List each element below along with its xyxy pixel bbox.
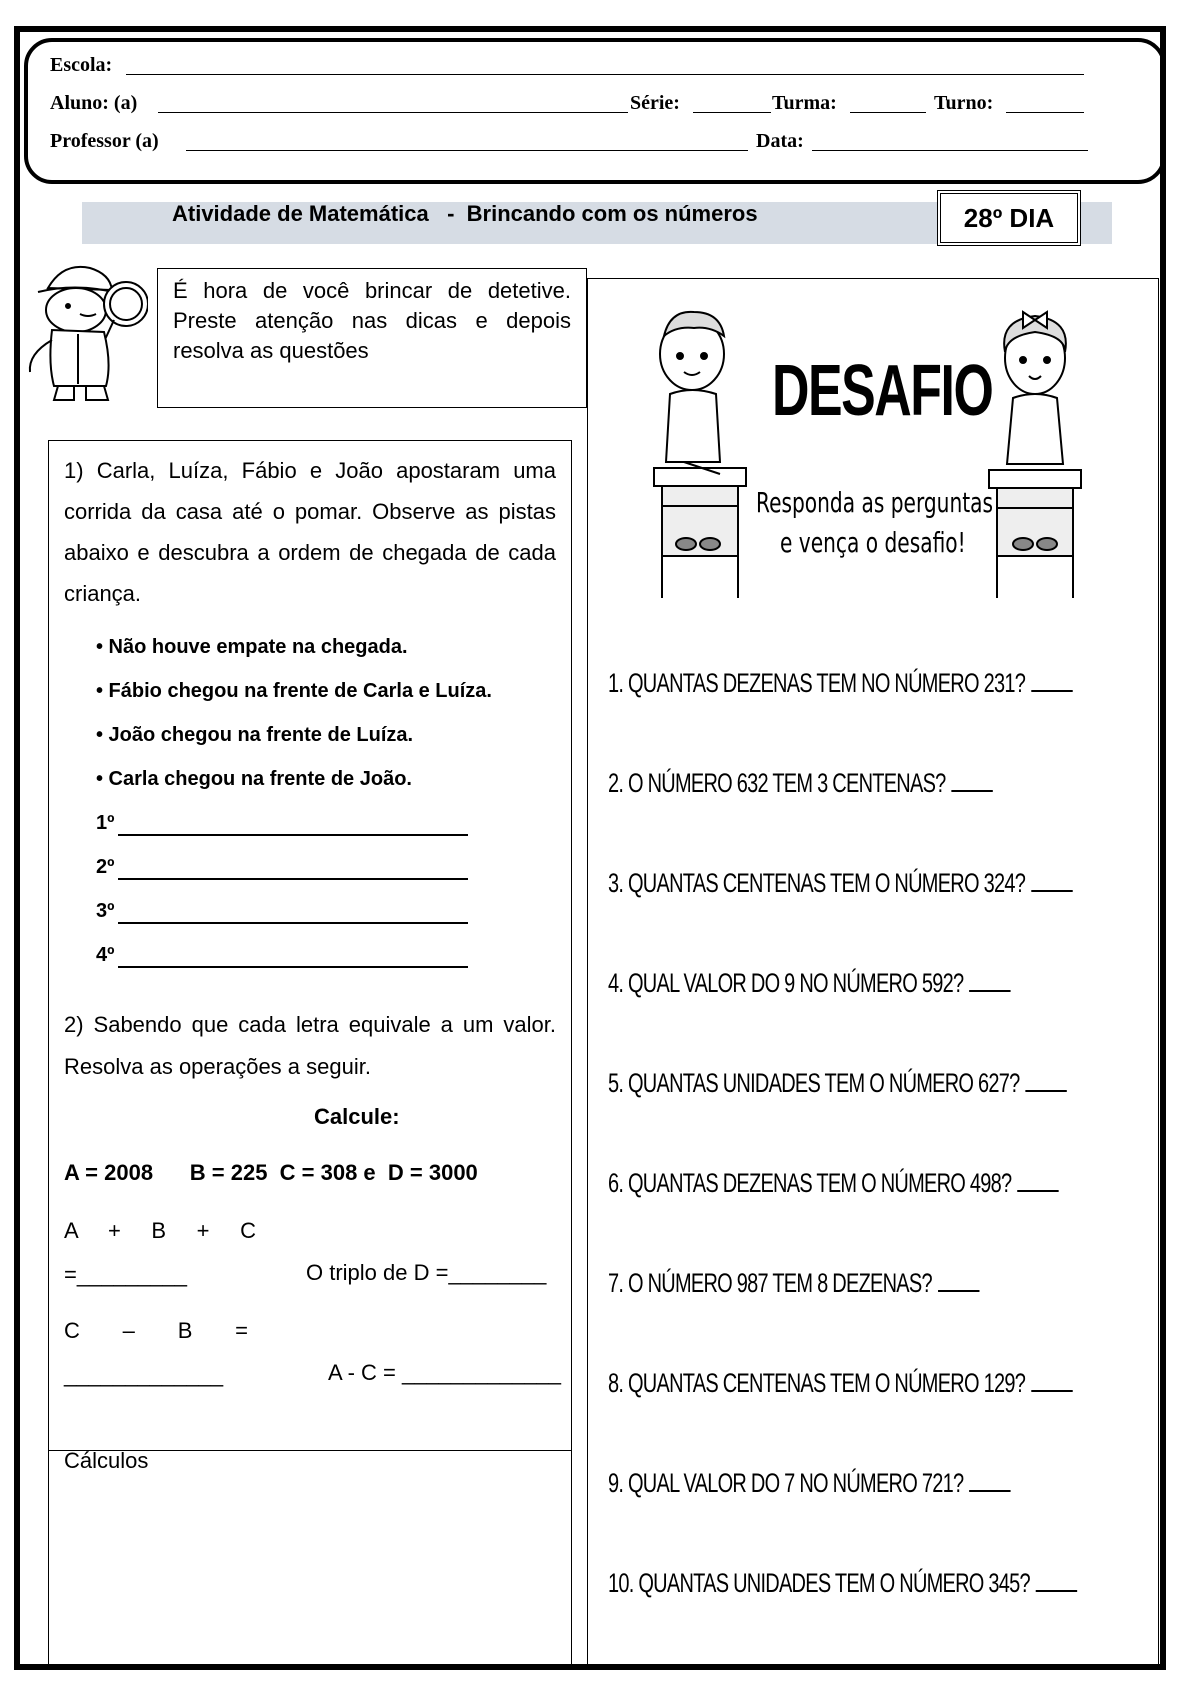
aluno-label: Aluno: (a): [50, 92, 138, 114]
desafio-question-text: 9. QUAL VALOR DO 7 NO NÚMERO 721?: [608, 1468, 964, 1498]
turma-field[interactable]: [850, 112, 926, 113]
desafio-answer-field[interactable]: [1025, 1090, 1066, 1092]
desafio-question-text: 7. O NÚMERO 987 TEM 8 DEZENAS?: [608, 1268, 932, 1298]
question1-text: 1) Carla, Luíza, Fábio e João apostaram uma corrida da casa até o pomar. Observe as pistas abaixo e descubra a ordem de chegada de cada criança.: [64, 458, 556, 606]
desafio-question-2: [608, 768, 993, 799]
place-3-field[interactable]: [118, 922, 468, 924]
professor-field[interactable]: [186, 150, 748, 151]
desafio-subtitle-1: Responda as perguntas: [756, 486, 993, 519]
operation-4[interactable]: A - C = _____________: [328, 1360, 562, 1385]
desafio-answer-field[interactable]: [969, 1490, 1010, 1492]
clue-3: • João chegou na frente de Luíza.: [96, 724, 414, 746]
serie-field[interactable]: [693, 112, 771, 113]
place-1-field[interactable]: [118, 834, 468, 836]
letter-values: A = 2008 B = 225 C = 308 e D = 3000: [64, 1160, 478, 1185]
desafio-answer-field[interactable]: [1031, 1390, 1072, 1392]
clue-2: • Fábio chegou na frente de Carla e Luíza.: [96, 680, 492, 702]
desafio-question-10: [608, 1568, 1077, 1599]
intro-text: É hora de você brincar de detetive. Preste atenção nas dicas e depois resolva as questões: [173, 278, 571, 363]
place-3-label: 3º: [96, 900, 115, 922]
desafio-question-6: [608, 1168, 1059, 1199]
desafio-question-1: [608, 668, 1072, 699]
desafio-question-text: 5. QUANTAS UNIDADES TEM O NÚMERO 627?: [608, 1068, 1020, 1098]
desafio-question-8: [608, 1368, 1072, 1399]
desafio-question-3: [608, 868, 1072, 899]
desafio-answer-field[interactable]: [1031, 890, 1072, 892]
desafio-question-text: 1. QUANTAS DEZENAS TEM NO NÚMERO 231?: [608, 668, 1026, 698]
desafio-subtitle-2: e vença o desafio!: [780, 526, 966, 559]
question2-text: 2) Sabendo que cada letra equivale a um valor. Resolva as operações a seguir.: [64, 1012, 556, 1079]
place-2-label: 2º: [96, 856, 115, 878]
detective-icon: [18, 254, 148, 404]
serie-label: Série:: [630, 92, 680, 114]
day-badge: 28º DIA: [937, 190, 1081, 246]
desafio-answer-field[interactable]: [1036, 1590, 1077, 1592]
calculos-area[interactable]: [48, 1482, 572, 1664]
desafio-question-text: 2. O NÚMERO 632 TEM 3 CENTENAS?: [608, 768, 946, 798]
desafio-answer-field[interactable]: [1017, 1190, 1058, 1192]
operation-2[interactable]: O triplo de D =________: [306, 1260, 547, 1285]
student-info-header: [24, 38, 1166, 184]
desafio-question-text: 6. QUANTAS DEZENAS TEM O NÚMERO 498?: [608, 1168, 1012, 1198]
boy-student-icon: [650, 302, 750, 608]
calcule-label: Calcule:: [314, 1104, 400, 1129]
place-4-field[interactable]: [118, 966, 468, 968]
operation-3-answer[interactable]: _____________: [64, 1362, 224, 1387]
escola-label: Escola:: [50, 54, 113, 76]
desafio-answer-field[interactable]: [969, 990, 1010, 992]
data-label: Data:: [756, 130, 804, 152]
aluno-field[interactable]: [158, 112, 628, 113]
turno-label: Turno:: [934, 92, 994, 114]
desafio-question-7: [608, 1268, 979, 1299]
activity-title: Atividade de Matemática - Brincando com os números: [172, 201, 758, 226]
desafio-question-text: 3. QUANTAS CENTENAS TEM O NÚMERO 324?: [608, 868, 1026, 898]
place-4-label: 4º: [96, 944, 115, 966]
clue-4: • Carla chegou na frente de João.: [96, 768, 412, 790]
professor-label: Professor (a): [50, 130, 159, 152]
desafio-question-text: 4. QUAL VALOR DO 9 NO NÚMERO 592?: [608, 968, 964, 998]
turno-field[interactable]: [1006, 112, 1084, 113]
desafio-answer-field[interactable]: [951, 790, 992, 792]
data-field[interactable]: [812, 150, 1088, 151]
escola-field[interactable]: [126, 74, 1084, 75]
operation-1-top: A + B + C: [64, 1218, 256, 1243]
desafio-answer-field[interactable]: [1031, 690, 1072, 692]
desafio-question-text: 8. QUANTAS CENTENAS TEM O NÚMERO 129?: [608, 1368, 1026, 1398]
place-2-field[interactable]: [118, 878, 468, 880]
desafio-question-text: 10. QUANTAS UNIDADES TEM O NÚMERO 345?: [608, 1568, 1030, 1598]
desafio-question-5: [608, 1068, 1067, 1099]
desafio-title: DESAFIO: [772, 351, 993, 431]
desafio-question-9: [608, 1468, 1011, 1499]
desafio-question-4: [608, 968, 1011, 999]
girl-student-icon: [985, 302, 1085, 608]
clue-1: • Não houve empate na chegada.: [96, 636, 408, 658]
turma-label: Turma:: [772, 92, 837, 114]
desafio-answer-field[interactable]: [938, 1290, 979, 1292]
place-1-label: 1º: [96, 812, 115, 834]
calculos-label: Cálculos: [64, 1448, 149, 1473]
operation-3-top: C – B =: [64, 1318, 249, 1343]
operation-1-answer[interactable]: =_________: [64, 1262, 187, 1287]
